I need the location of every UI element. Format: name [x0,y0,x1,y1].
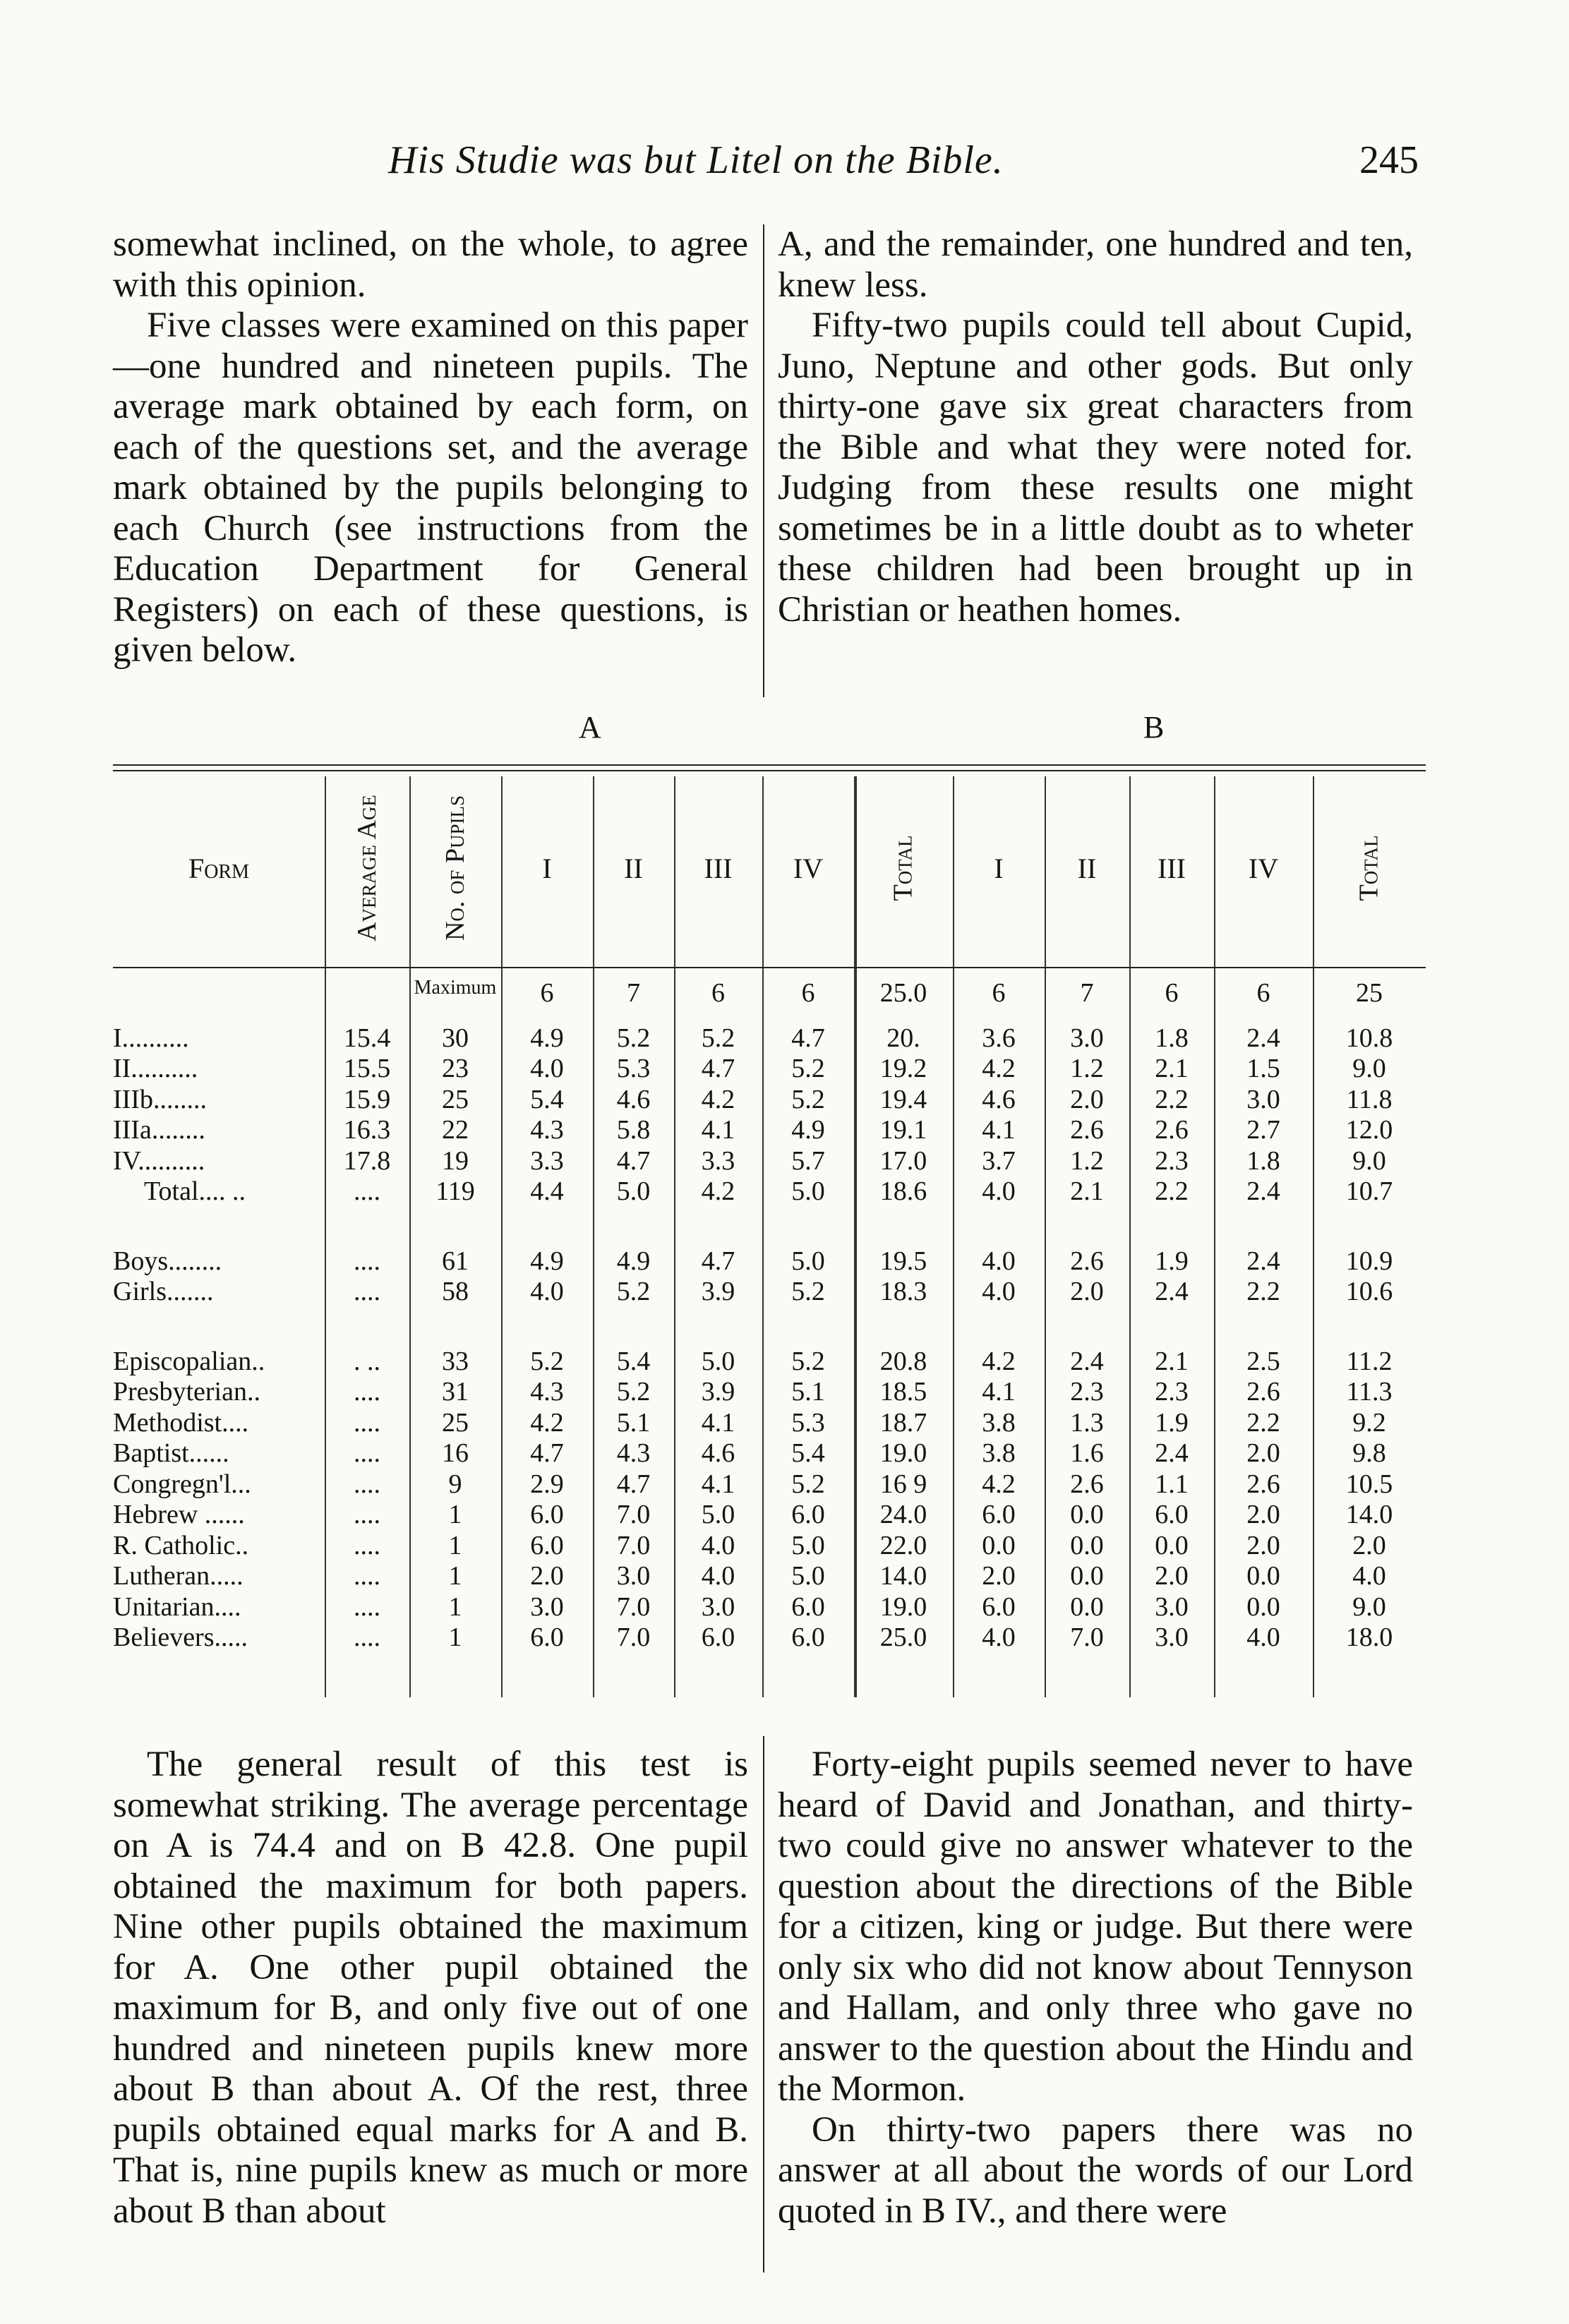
table-cell: 18.3 [879,1277,927,1306]
table-cell: 6 [1256,978,1270,1008]
table-cell: 16 9 [879,1469,927,1499]
table-cell: 0.0 [1155,1530,1189,1560]
table-cell: 3.9 [701,1277,735,1306]
table-cell: 1 [448,1530,462,1560]
table-cell: 4.0 [1246,1622,1280,1652]
table-header-text: III [1158,852,1186,884]
table-cell: 2.4 [1246,1023,1280,1053]
table-cell: 4.0 [982,1176,1016,1206]
table-cell: 2.5 [1246,1346,1280,1376]
table-cell: 10.7 [1345,1176,1393,1206]
table-cell: 4.2 [982,1346,1016,1376]
table-cell: 5.0 [791,1246,825,1276]
table-cell: 5.2 [616,1277,651,1306]
table-cell: 4.0 [701,1561,735,1591]
table-cell: 7 [627,978,640,1008]
table-cell: 5.0 [791,1176,825,1206]
table-row-label: Boys........ [113,1246,222,1276]
table-cell: 6.0 [530,1622,564,1652]
paragraph: The general result of this test is somewhat striking. The average percentage on A is 74.4 and on B 42.8. One pupil obtained the maximum for both papers. Nine other pupils obtained the maximum for A. One other pupil obtained the maximum for B, and only five out of one hundred and nineteen pupils knew more about B than about A. Of the rest, three pupils obtained equal marks for A and B. That is, nine pupils knew as much or more about B than about [113,1745,748,2231]
table-cell: 2.2 [1155,1176,1189,1206]
table-cell: 7 [1080,978,1094,1008]
table-cell: .... [354,1438,380,1468]
table-cell: 2.4 [1155,1277,1189,1306]
table-cell: 16 [442,1438,469,1468]
table-row-label: Lutheran..... [113,1561,244,1591]
table-cell: 5.4 [530,1084,564,1114]
table-cell: 4.2 [701,1176,735,1206]
table-cell: 3.0 [1155,1591,1189,1622]
table-cell: 1.9 [1155,1246,1189,1276]
table-cell: 2.0 [1246,1500,1280,1529]
table-cell: 11.8 [1346,1084,1393,1114]
table-cell: 23 [442,1054,469,1083]
table-cell: 10.8 [1345,1023,1393,1053]
text-column-top-right [778,224,1413,630]
table-cell: 6.0 [982,1500,1016,1529]
table-header-text: IV [1248,852,1279,884]
table-cell: 0.0 [1246,1561,1280,1591]
table-header-cell [325,776,409,960]
table-cell: 3.0 [1070,1023,1104,1053]
table-cell: 1 [448,1591,462,1622]
table-header-cell [1214,776,1313,960]
table-cell: 2.6 [1070,1115,1104,1145]
table-cell: 22 [442,1115,469,1145]
table-header-rule [113,967,1426,968]
table-cell: 10.6 [1345,1277,1393,1306]
table-cell: 4.3 [616,1438,651,1468]
table-cell: 5.0 [701,1346,735,1376]
table-cell: 33 [442,1346,469,1376]
paragraph: Five classes were examined on this paper—one hundred and nineteen pupils. The average mark obtained by each form, on each of the questions set, and the average mark obtained by the pupils belonging to each Church (see instructions from the Education Department for General Registers) on each of these questions, is given below. [113,306,748,670]
table-cell: 4.7 [616,1469,651,1499]
table-header-text: Total [1354,835,1384,901]
table-cell: 2.0 [530,1561,564,1591]
table-cell: 1.2 [1070,1054,1104,1083]
table-row-label: Baptist...... [113,1438,229,1468]
paragraph: Forty-eight pupils seemed never to have heard of David and Jonathan, and thirty-two could give no answer whatever to the question about the directions of the Bible for a citizen, king or judge. But there were only six who did not know about Tennyson and Hallam, and only three who gave no answer to the question about the Hindu and the Mormon. [778,1745,1413,2109]
table-row-label: Episcopalian.. [113,1346,265,1376]
table-cell: 15.9 [343,1084,391,1114]
table-row-label: Methodist.... [113,1407,249,1438]
table-cell: 7.0 [616,1622,651,1652]
table-cell: .... [354,1377,380,1407]
table-cell: 4.9 [530,1246,564,1276]
table-cell: 5.2 [616,1023,651,1053]
table-cell: 6.0 [791,1500,825,1529]
table-cell: 7.0 [616,1500,651,1529]
table-cell: 3.0 [1155,1622,1189,1652]
table-header-cell [1045,776,1129,960]
table-cell: 2.9 [530,1469,564,1499]
table-cell: 9.0 [1352,1054,1386,1083]
table-cell: 18.7 [879,1407,927,1438]
table-cell: .... [354,1407,380,1438]
table-cell: 119 [435,1176,475,1206]
table-cell: 1.5 [1246,1054,1280,1083]
table-cell: 5.2 [530,1346,564,1376]
table-cell: 1 [448,1561,462,1591]
table-cell: 6 [992,978,1006,1008]
paragraph: Fifty-two pupils could tell about Cupid, Juno, Neptune and other gods. But only thirty-one gave six great characters from the Bible and what they were noted for. Judging from these results one might sometimes be in a little doubt as to wheter these children had been brought up in Christian or heathen homes. [778,306,1413,630]
table-cell: .... [354,1591,380,1622]
table-cell: 2.0 [982,1561,1016,1591]
table-cell: Maximum [414,977,497,999]
table-cell: 5.0 [616,1176,651,1206]
table-cell: .... [354,1277,380,1306]
table-header-text: Form [188,852,250,884]
table-cell: 19.0 [879,1438,927,1468]
table-header-cell [953,776,1045,960]
table-cell: 22.0 [879,1530,927,1560]
table-cell: 15.5 [343,1054,391,1083]
table-cell: 25 [442,1407,469,1438]
table-cell: 19.4 [879,1084,927,1114]
table-cell: .... [354,1500,380,1529]
table-cell: 3.0 [1246,1084,1280,1114]
table-cell: 4.0 [982,1277,1016,1306]
table-row-label: Presbyterian.. [113,1377,260,1407]
table-cell: 16.3 [343,1115,391,1145]
table-cell: 5.2 [791,1054,825,1083]
table-top-rule-2 [113,770,1426,771]
table-row-label: I.......... [113,1023,189,1053]
table-cell: 30 [442,1023,469,1053]
running-header [113,138,1419,194]
table-cell: 4.9 [616,1246,651,1276]
table-cell: 5.0 [791,1561,825,1591]
table-cell: 2.0 [1155,1561,1189,1591]
table-cell: 1.1 [1155,1469,1189,1499]
table-header-text: II [1077,852,1097,884]
table-cell: 3.8 [982,1407,1016,1438]
table-cell: 4.7 [701,1054,735,1083]
table-cell: 1 [448,1622,462,1652]
table-cell: 6.0 [530,1500,564,1529]
table-cell: 2.2 [1246,1407,1280,1438]
table-cell: 0.0 [1070,1561,1104,1591]
table-cell: 2.6 [1070,1469,1104,1499]
table-header-cell [113,776,325,960]
table-cell: 5.2 [791,1346,825,1376]
table-cell: 1.6 [1070,1438,1104,1468]
table-cell: 4.6 [616,1084,651,1114]
table-cell: 4.3 [530,1115,564,1145]
text-column-top-left [113,224,748,671]
table-header-text: I [994,852,1004,884]
table-cell: 4.6 [701,1438,735,1468]
table-cell: 11.3 [1346,1377,1393,1407]
table-cell: 2.3 [1155,1377,1189,1407]
table-cell: 5.0 [701,1500,735,1529]
table-cell: 4.1 [982,1377,1016,1407]
table-cell: 4.7 [701,1246,735,1276]
text-column-bottom-right [778,1745,1413,2232]
table-cell: 12.0 [1345,1115,1393,1145]
paragraph: somewhat inclined, on the whole, to agree with this opinion. [113,224,748,305]
table-cell: 5.2 [616,1377,651,1407]
table-cell: 2.4 [1155,1438,1189,1468]
table-cell: 19.2 [879,1054,927,1083]
table-group-a-label: A [579,710,601,745]
table-cell: 5.0 [791,1530,825,1560]
table-group-b-label: B [1143,710,1165,745]
table-cell: 2.4 [1246,1176,1280,1206]
running-title: His Studie was but Litel on the Bible. [388,138,1004,182]
table-row-label: II.......... [113,1054,198,1083]
table-row-label: IIIb........ [113,1084,207,1114]
table-cell: 0.0 [1246,1591,1280,1622]
table-cell: 3.8 [982,1438,1016,1468]
table-cell: 4.1 [701,1115,735,1145]
table-cell: 1.8 [1155,1023,1189,1053]
table-header-text: Average Age [352,795,382,941]
table-cell: 2.2 [1246,1277,1280,1306]
table-cell: 4.7 [530,1438,564,1468]
table-cell: 6 [711,978,725,1008]
table-cell: 2.4 [1070,1346,1104,1376]
table-cell: 1.8 [1246,1145,1280,1176]
table-cell: 58 [442,1277,469,1306]
table-cell: 2.2 [1155,1084,1189,1114]
table-cell: 7.0 [1070,1622,1104,1652]
table-cell: .... [354,1622,380,1652]
table-cell: 2.3 [1155,1145,1189,1176]
table-cell: 4.1 [701,1407,735,1438]
table-cell: 9.2 [1352,1407,1386,1438]
table-cell: 6.0 [1155,1500,1189,1529]
table-cell: 20.8 [879,1346,927,1376]
table-cell: 2.6 [1246,1469,1280,1499]
table-cell: 4.4 [530,1176,564,1206]
table-cell: 14.0 [1345,1500,1393,1529]
table-cell: 2.0 [1070,1084,1104,1114]
table-cell: 24.0 [879,1500,927,1529]
table-cell: 2.6 [1246,1377,1280,1407]
table-cell: 5.2 [701,1023,735,1053]
table-cell: .... [354,1530,380,1560]
table-cell: 19.5 [879,1246,927,1276]
table-cell: 1.9 [1155,1407,1189,1438]
table-cell: . .. [354,1346,380,1376]
table-cell: 2.1 [1155,1346,1189,1376]
table-cell: 4.1 [982,1115,1016,1145]
table-header-text: II [624,852,643,884]
table-cell: 5.2 [791,1469,825,1499]
table-cell: 4.2 [701,1084,735,1114]
table-row-label: IV.......... [113,1145,205,1176]
table-cell: .... [354,1561,380,1591]
table-header-cell [593,776,674,960]
table-cell: 25 [442,1084,469,1114]
table-cell: 6 [1165,978,1179,1008]
table-cell: 25 [1356,978,1383,1008]
table-cell: 9.8 [1352,1438,1386,1468]
table-cell: 3.9 [701,1377,735,1407]
table-cell: 6.0 [791,1591,825,1622]
paragraph: On thirty-two papers there was no answer at all about the words of our Lord quoted in B IV., and there were [778,2109,1413,2231]
table-cell: 0.0 [1070,1591,1104,1622]
table-cell: .... [354,1469,380,1499]
table-cell: 4.0 [530,1277,564,1306]
table-cell: 3.0 [701,1591,735,1622]
table-cell: 2.3 [1070,1377,1104,1407]
table-cell: 2.6 [1155,1115,1189,1145]
table-cell: 14.0 [879,1561,927,1591]
table-cell: 2.1 [1155,1054,1189,1083]
table-cell: 4.0 [982,1246,1016,1276]
table-cell: 7.0 [616,1591,651,1622]
table-cell: 4.1 [701,1469,735,1499]
table-header-text: III [704,852,733,884]
table-cell: 18.6 [879,1176,927,1206]
table-cell: 5.2 [791,1277,825,1306]
table-row-label: R. Catholic.. [113,1530,249,1560]
table-cell: 4.3 [530,1377,564,1407]
table-cell: 2.0 [1070,1277,1104,1306]
table-cell: 4.9 [791,1115,825,1145]
table-cell: 6.0 [530,1530,564,1560]
table-cell: 20. [886,1023,920,1053]
table-cell: 11.2 [1346,1346,1393,1376]
table-row-label: IIIa........ [113,1115,205,1145]
table-cell: 3.3 [701,1145,735,1176]
table-cell: 4.0 [530,1054,564,1083]
table-cell: 4.2 [530,1407,564,1438]
table-header-cell [854,776,953,960]
table-cell: 3.7 [982,1145,1016,1176]
page-number: 245 [1359,138,1419,182]
table-cell: 19.0 [879,1591,927,1622]
table-cell: 9 [448,1469,462,1499]
table-cell: 9.0 [1352,1145,1386,1176]
table-cell: .... [354,1176,380,1206]
table-header-cell [1129,776,1214,960]
table-cell: 2.0 [1246,1438,1280,1468]
table-cell: 5.1 [616,1407,651,1438]
table-cell: 2.7 [1246,1115,1280,1145]
table-cell: .... [354,1246,380,1276]
table-cell: 5.4 [791,1438,825,1468]
table-cell: 5.3 [616,1054,651,1083]
text-column-bottom-left [113,1745,748,2232]
table-cell: 61 [442,1246,469,1276]
table-row-label: Congregn'l... [113,1469,251,1499]
table-cell: 9.0 [1352,1591,1386,1622]
table-cell: 17.0 [879,1145,927,1176]
table-cell: 6.0 [982,1591,1016,1622]
table-header-cell [1313,776,1426,960]
table-row-label: Believers..... [113,1622,248,1652]
table-cell: 19.1 [879,1115,927,1145]
table-row-label: Girls....... [113,1277,214,1306]
table-cell: 0.0 [1070,1530,1104,1560]
table-cell: 17.8 [343,1145,391,1176]
table-cell: 4.0 [982,1622,1016,1652]
table-cell: 5.7 [791,1145,825,1176]
table-row-label: Unitarian.... [113,1591,241,1622]
table-cell: 4.2 [982,1054,1016,1083]
table-top-rule [113,764,1426,766]
table-cell: 3.0 [530,1591,564,1622]
table-cell: 18.5 [879,1377,927,1407]
table-cell: 3.0 [616,1561,651,1591]
table-header-text: No. of Pupils [440,795,471,941]
table-cell: 2.0 [1352,1530,1386,1560]
table-cell: 4.7 [791,1023,825,1053]
table-header-text: I [542,852,552,884]
column-divider-top [763,224,764,697]
table-cell: 2.4 [1246,1246,1280,1276]
table-cell: 4.2 [982,1469,1016,1499]
table-header-cell [674,776,762,960]
table-cell: 19 [442,1145,469,1176]
table-cell: 1 [448,1500,462,1529]
table-cell: 0.0 [1070,1500,1104,1529]
table-cell: 10.5 [1345,1469,1393,1499]
paragraph: A, and the remainder, one hundred and ten, knew less. [778,224,1413,305]
table-cell: 1.2 [1070,1145,1104,1176]
table-cell: 4.9 [530,1023,564,1053]
table-cell: 2.6 [1070,1246,1104,1276]
table-cell: 6.0 [791,1622,825,1652]
table-cell: 3.3 [530,1145,564,1176]
table-cell: 5.1 [791,1377,825,1407]
table-header-cell [762,776,854,960]
table-header-cell [409,776,501,960]
table-row-label: Hebrew ...... [113,1500,245,1529]
table-cell: 6 [801,978,815,1008]
table-cell: 25.0 [879,1622,927,1652]
table-cell: 4.7 [616,1145,651,1176]
table-cell: 25.0 [879,978,927,1008]
table-cell: 5.8 [616,1115,651,1145]
table-cell: 6 [540,978,554,1008]
table-cell: 7.0 [616,1530,651,1560]
table-cell: 0.0 [982,1530,1016,1560]
table-cell: 18.0 [1345,1622,1393,1652]
table-cell: 31 [442,1377,469,1407]
table-cell: 5.4 [616,1346,651,1376]
table-cell: 5.2 [791,1084,825,1114]
table-cell: 3.6 [982,1023,1016,1053]
table-header-text: Total [888,835,918,901]
table-cell: 4.0 [701,1530,735,1560]
table-cell: 5.3 [791,1407,825,1438]
table-cell: 6.0 [701,1622,735,1652]
column-divider-bottom [763,1736,764,2272]
table-header-cell [501,776,593,960]
table-row-label: Total.... .. [144,1176,246,1206]
table-cell: 4.6 [982,1084,1016,1114]
results-table [113,776,1426,1697]
table-header-text: IV [793,852,824,884]
table-cell: 4.0 [1352,1561,1386,1591]
table-cell: 2.0 [1246,1530,1280,1560]
table-cell: 15.4 [343,1023,391,1053]
table-cell: 1.3 [1070,1407,1104,1438]
table-cell: 2.1 [1070,1176,1104,1206]
table-cell: 10.9 [1345,1246,1393,1276]
